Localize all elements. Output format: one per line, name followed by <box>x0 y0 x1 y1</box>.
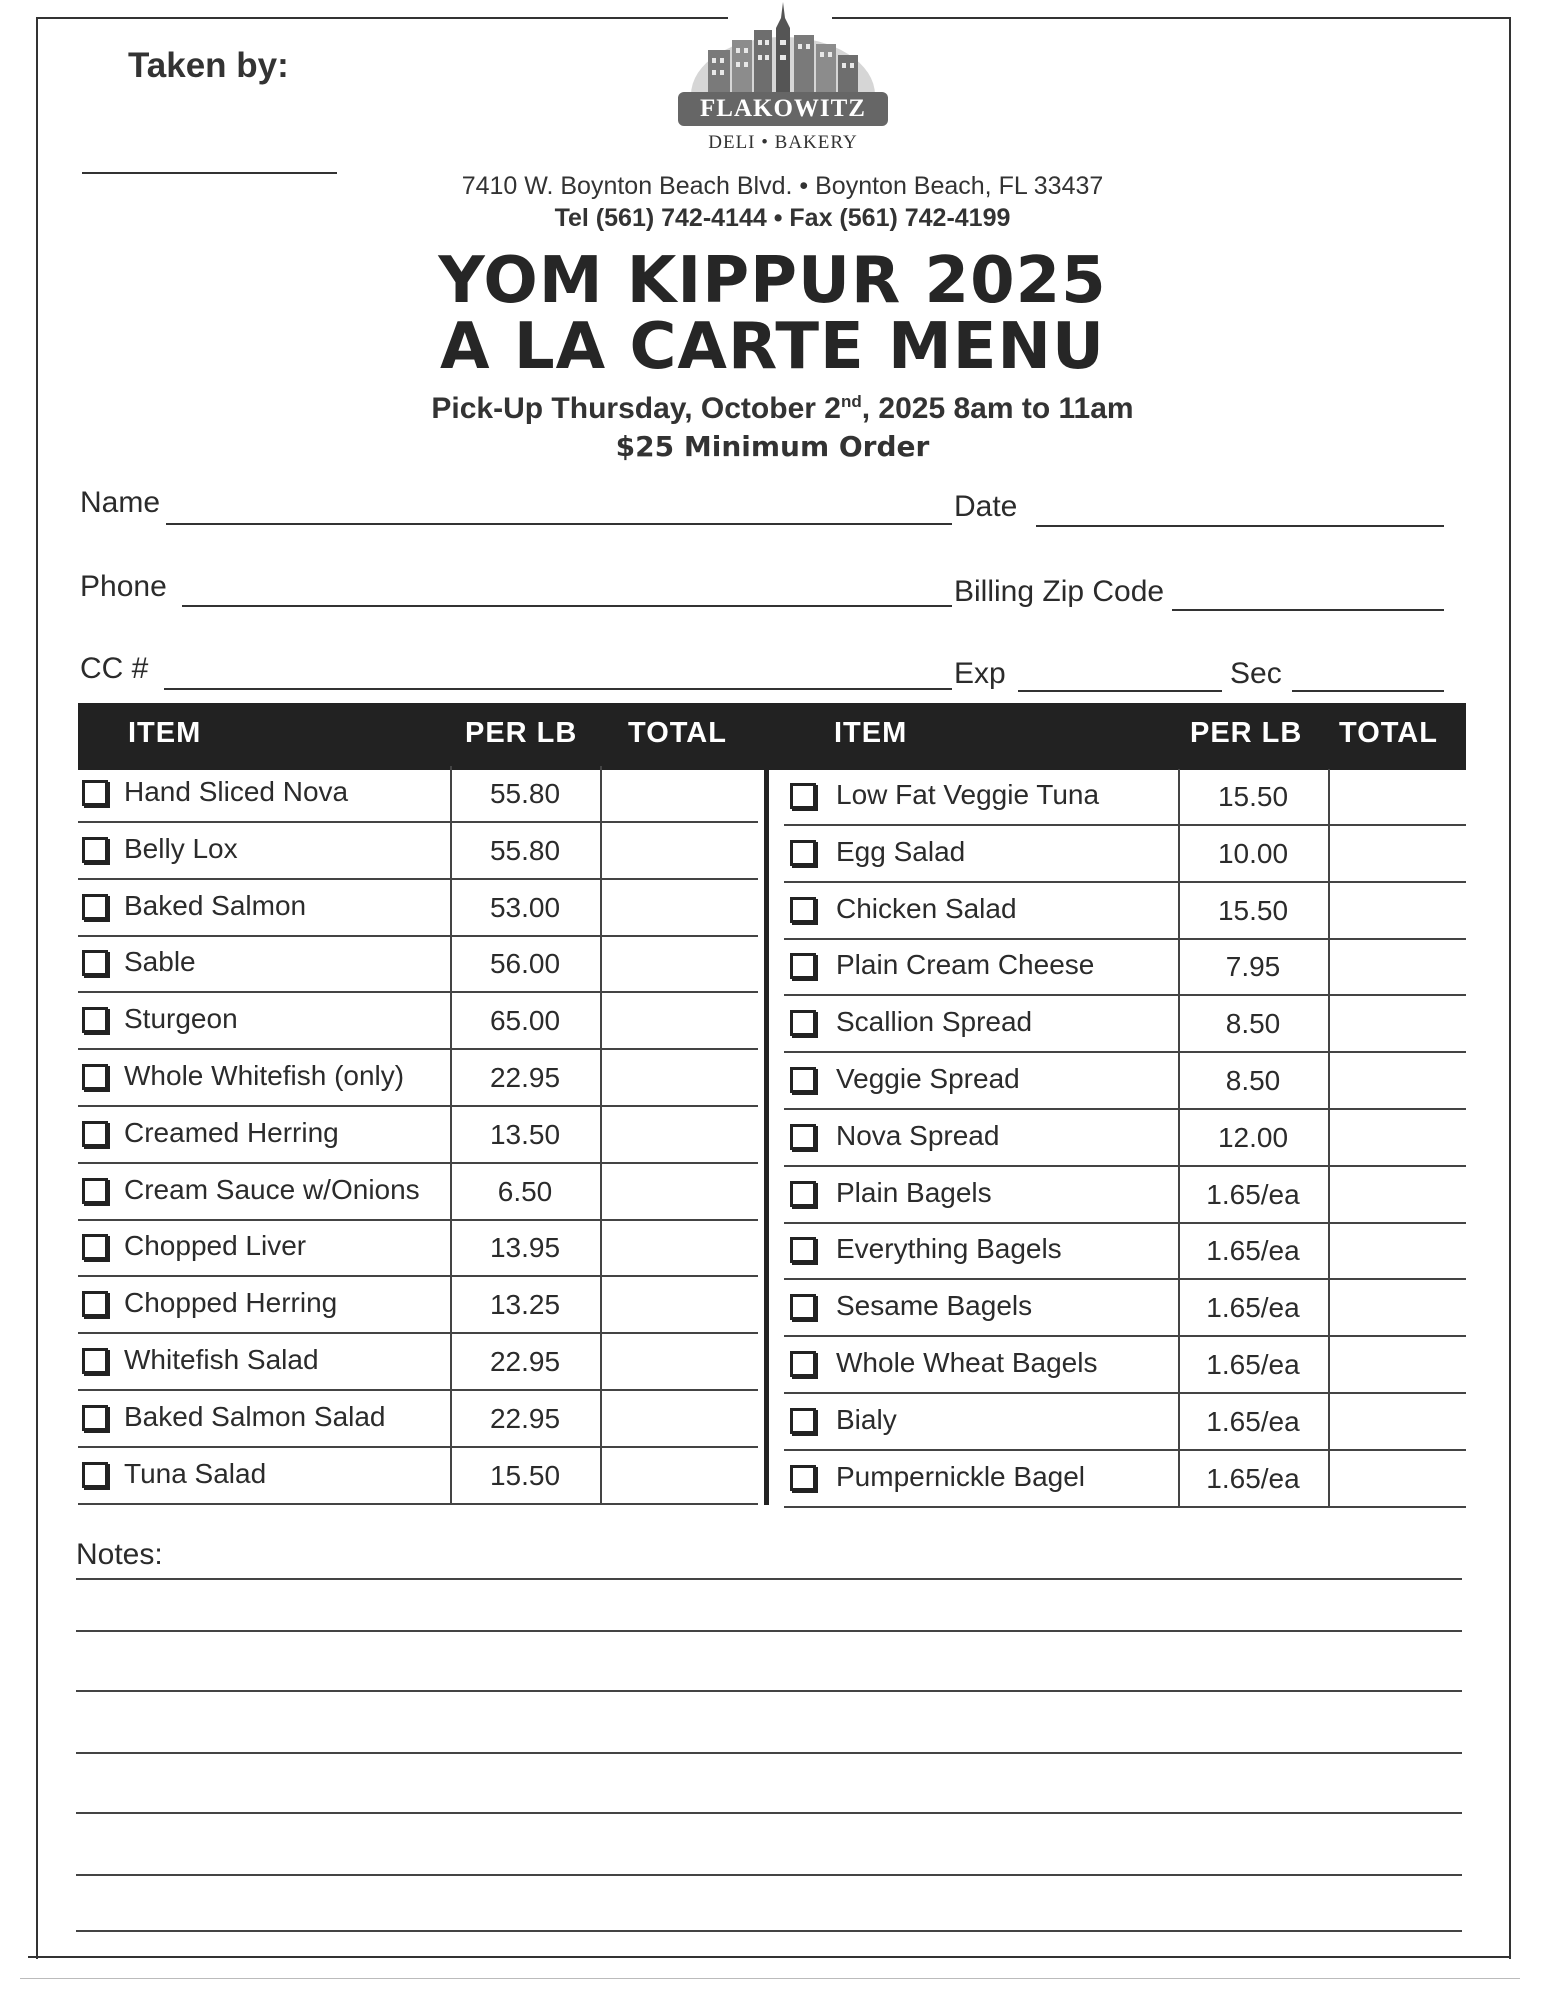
checkbox[interactable] <box>790 1067 816 1093</box>
item-price: 1.65/ea <box>1206 1405 1300 1437</box>
item-price: 8.50 <box>1225 1065 1281 1096</box>
name-field[interactable] <box>166 523 952 525</box>
total-cell[interactable] <box>1330 883 1490 939</box>
table-row <box>78 1448 758 1505</box>
sec-label: Sec <box>1230 657 1282 690</box>
table-row <box>784 996 1466 1053</box>
item-price: 55.80 <box>489 834 561 866</box>
table-row <box>784 769 1466 826</box>
zip-label: Billing Zip Code <box>954 575 1165 608</box>
table-row <box>78 993 758 1050</box>
item-price: 1.65/ea <box>1206 1235 1300 1267</box>
frame-border-top-left <box>36 17 728 19</box>
table-row <box>784 1053 1466 1110</box>
checkbox[interactable] <box>790 1010 816 1036</box>
checkbox[interactable] <box>82 1405 108 1431</box>
exp-label: Exp <box>954 657 1006 690</box>
table-row <box>784 1337 1466 1394</box>
total-cell[interactable] <box>602 1164 762 1220</box>
table-row <box>78 1107 758 1164</box>
phone-label: Phone <box>80 570 167 603</box>
total-cell[interactable] <box>1330 1280 1490 1336</box>
table-row <box>78 936 758 993</box>
table-row <box>78 1164 758 1221</box>
header-per-lb-right: PER LB <box>1190 717 1303 749</box>
pickup-suffix: , 2025 8am to 11am <box>861 392 1134 425</box>
checkbox[interactable] <box>790 897 816 923</box>
item-name: Whole Wheat Bagels <box>836 1347 1098 1378</box>
checkbox[interactable] <box>82 1291 108 1317</box>
table-row <box>78 880 758 937</box>
zip-field[interactable] <box>1172 609 1444 611</box>
minimum-order: $25 Minimum Order <box>615 430 930 463</box>
cc-field[interactable] <box>164 688 952 690</box>
table-row <box>784 1167 1466 1224</box>
item-name: Egg Salad <box>836 835 966 867</box>
total-cell[interactable] <box>1330 1223 1490 1279</box>
exp-field[interactable] <box>1018 690 1222 692</box>
notes-line <box>76 1812 1462 1814</box>
row-line <box>784 1506 1466 1508</box>
notes-line <box>76 1930 1462 1932</box>
menu-title: YOM KIPPUR 2025 <box>438 244 1107 318</box>
total-cell[interactable] <box>602 1277 762 1333</box>
checkbox[interactable] <box>82 1462 108 1488</box>
checkbox[interactable] <box>82 1348 108 1374</box>
item-price: 7.95 <box>1225 951 1281 983</box>
item-name: Plain Cream Cheese <box>836 949 1095 981</box>
table-row <box>78 1334 758 1391</box>
table-row <box>78 1391 758 1448</box>
table-row <box>784 939 1466 996</box>
item-price: 10.00 <box>1217 837 1289 869</box>
total-cell[interactable] <box>1330 1451 1490 1507</box>
store-address: 7410 W. Boynton Beach Blvd. • Boynton Beach, FL 33437 <box>461 172 1104 200</box>
checkbox[interactable] <box>790 953 816 979</box>
item-name: Sesame Bagels <box>836 1290 1033 1322</box>
checkbox[interactable] <box>82 780 108 806</box>
checkbox[interactable] <box>790 1465 816 1491</box>
total-cell[interactable] <box>602 880 762 936</box>
item-price: 53.00 <box>489 891 561 923</box>
checkbox[interactable] <box>82 1007 108 1033</box>
notes-line <box>76 1874 1462 1876</box>
item-price: 13.95 <box>489 1232 561 1264</box>
item-name: Belly Lox <box>124 832 238 864</box>
item-name: Everything Bagels <box>836 1233 1062 1265</box>
total-cell[interactable] <box>1330 1167 1490 1223</box>
item-price: 15.50 <box>1217 781 1289 812</box>
date-label: Date <box>954 490 1018 523</box>
item-name: Sable <box>124 946 196 978</box>
header-total-right: TOTAL <box>1339 717 1438 749</box>
checkbox[interactable] <box>82 1064 108 1090</box>
header-item-right: ITEM <box>834 717 908 749</box>
item-price: 15.50 <box>1217 894 1289 926</box>
item-price: 55.80 <box>489 778 561 809</box>
table-row <box>784 1110 1466 1167</box>
total-cell[interactable] <box>1330 1110 1490 1166</box>
notes-line <box>76 1752 1462 1754</box>
table-row <box>78 1220 758 1277</box>
checkbox[interactable] <box>82 894 108 920</box>
frame-border-top-right <box>832 17 1510 19</box>
table-row <box>78 823 758 880</box>
notes-line <box>76 1690 1462 1692</box>
checkbox[interactable] <box>790 1408 816 1434</box>
notes-label: Notes: <box>76 1538 163 1571</box>
item-price: 6.50 <box>497 1175 553 1207</box>
item-name: Pumpernickle Bagel <box>836 1460 1086 1492</box>
item-price: 1.65/ea <box>1206 1462 1300 1494</box>
item-name: Cream Sauce w/Onions <box>124 1173 420 1205</box>
table-header <box>78 703 1466 770</box>
checkbox[interactable] <box>82 950 108 976</box>
total-cell[interactable] <box>602 823 762 879</box>
item-name: Chopped Liver <box>124 1230 307 1262</box>
store-phones: Tel (561) 742-4144 • Fax (561) 742-4199 <box>554 204 1011 232</box>
total-cell[interactable] <box>1330 1053 1490 1109</box>
item-price: 1.65/ea <box>1206 1349 1300 1380</box>
item-price: 22.95 <box>489 1346 561 1377</box>
pickup-ordinal: nd <box>840 392 862 411</box>
checkbox[interactable] <box>790 1294 816 1320</box>
checkbox[interactable] <box>790 783 816 809</box>
total-cell[interactable] <box>602 936 762 992</box>
total-cell[interactable] <box>1330 996 1490 1052</box>
total-cell[interactable] <box>1330 1337 1490 1393</box>
total-cell[interactable] <box>602 1391 762 1447</box>
checkbox[interactable] <box>790 1237 816 1263</box>
total-cell[interactable] <box>602 766 762 822</box>
item-name: Scallion Spread <box>836 1006 1033 1038</box>
name-label: Name <box>80 486 161 519</box>
table-row <box>784 1280 1466 1337</box>
flakowitz-logo <box>668 0 898 160</box>
total-cell[interactable] <box>602 1220 762 1276</box>
checkbox[interactable] <box>790 1181 816 1207</box>
scan-edge-line <box>20 1978 1520 1979</box>
header-total-left: TOTAL <box>628 717 727 749</box>
table-row <box>78 1277 758 1334</box>
frame-border-bottom <box>28 1956 1510 1958</box>
item-name: Veggie Spread <box>836 1063 1020 1094</box>
item-price: 22.95 <box>489 1402 561 1434</box>
item-name: Tuna Salad <box>124 1457 267 1489</box>
total-cell[interactable] <box>602 993 762 1049</box>
item-price: 1.65/ea <box>1206 1292 1300 1324</box>
checkbox[interactable] <box>790 1351 816 1377</box>
notes-line <box>76 1578 1462 1580</box>
sec-field[interactable] <box>1292 690 1444 692</box>
item-name: Plain Bagels <box>836 1176 992 1208</box>
item-name: Whole Whitefish (only) <box>124 1060 405 1091</box>
item-name: Chopped Herring <box>124 1287 338 1319</box>
item-name: Nova Spread <box>836 1119 1000 1151</box>
skyline-icon <box>668 0 898 100</box>
table-row <box>78 766 758 823</box>
item-price: 65.00 <box>489 1005 561 1037</box>
item-price: 12.00 <box>1217 1121 1289 1153</box>
total-cell[interactable] <box>602 1334 762 1390</box>
column-divider <box>764 770 769 1505</box>
menu-subtitle: A LA CARTE MENU <box>440 310 1105 384</box>
item-price: 22.95 <box>489 1062 561 1093</box>
checkbox[interactable] <box>82 1234 108 1260</box>
logo-subtitle: DELI • BAKERY <box>708 132 858 153</box>
notes-line <box>76 1630 1462 1632</box>
table-row <box>784 826 1466 883</box>
checkbox[interactable] <box>82 837 108 863</box>
total-cell[interactable] <box>602 1448 762 1504</box>
table-row <box>784 1451 1466 1508</box>
item-price: 56.00 <box>489 948 561 980</box>
item-price: 8.50 <box>1225 1008 1281 1040</box>
pickup-prefix: Pick-Up Thursday, October 2 <box>431 392 841 425</box>
pickup-info <box>10 392 1545 426</box>
taken-by-label: Taken by: <box>128 46 289 85</box>
item-price: 1.65/ea <box>1206 1178 1300 1210</box>
item-name: Bialy <box>836 1403 897 1435</box>
item-price: 15.50 <box>489 1459 561 1491</box>
item-name: Chicken Salad <box>836 892 1017 924</box>
date-field[interactable] <box>1036 525 1444 527</box>
total-cell[interactable] <box>1330 826 1490 882</box>
total-cell[interactable] <box>1330 939 1490 995</box>
item-price: 13.25 <box>489 1289 561 1321</box>
table-row <box>784 1394 1466 1451</box>
checkbox[interactable] <box>790 840 816 866</box>
table-row <box>78 1050 758 1107</box>
header-per-lb-left: PER LB <box>465 717 578 749</box>
item-name: Baked Salmon Salad <box>124 1400 386 1432</box>
total-cell[interactable] <box>1330 769 1490 825</box>
checkbox[interactable] <box>790 1124 816 1150</box>
item-name: Creamed Herring <box>124 1116 339 1148</box>
header-item-left: ITEM <box>128 717 202 749</box>
phone-field[interactable] <box>182 605 952 607</box>
checkbox[interactable] <box>82 1178 108 1204</box>
table-row <box>784 1223 1466 1280</box>
item-name: Hand Sliced Nova <box>124 776 349 807</box>
total-cell[interactable] <box>1330 1394 1490 1450</box>
checkbox[interactable] <box>82 1121 108 1147</box>
cc-label: CC # <box>80 652 149 685</box>
item-name: Sturgeon <box>124 1003 238 1035</box>
total-cell[interactable] <box>602 1050 762 1106</box>
item-name: Low Fat Veggie Tuna <box>836 779 1100 810</box>
table-row <box>784 883 1466 940</box>
item-price: 13.50 <box>489 1118 561 1150</box>
logo-name: FLAKOWITZ <box>678 92 888 126</box>
row-line <box>78 1503 758 1505</box>
item-name: Whitefish Salad <box>124 1344 319 1375</box>
item-name: Baked Salmon <box>124 889 307 921</box>
total-cell[interactable] <box>602 1107 762 1163</box>
